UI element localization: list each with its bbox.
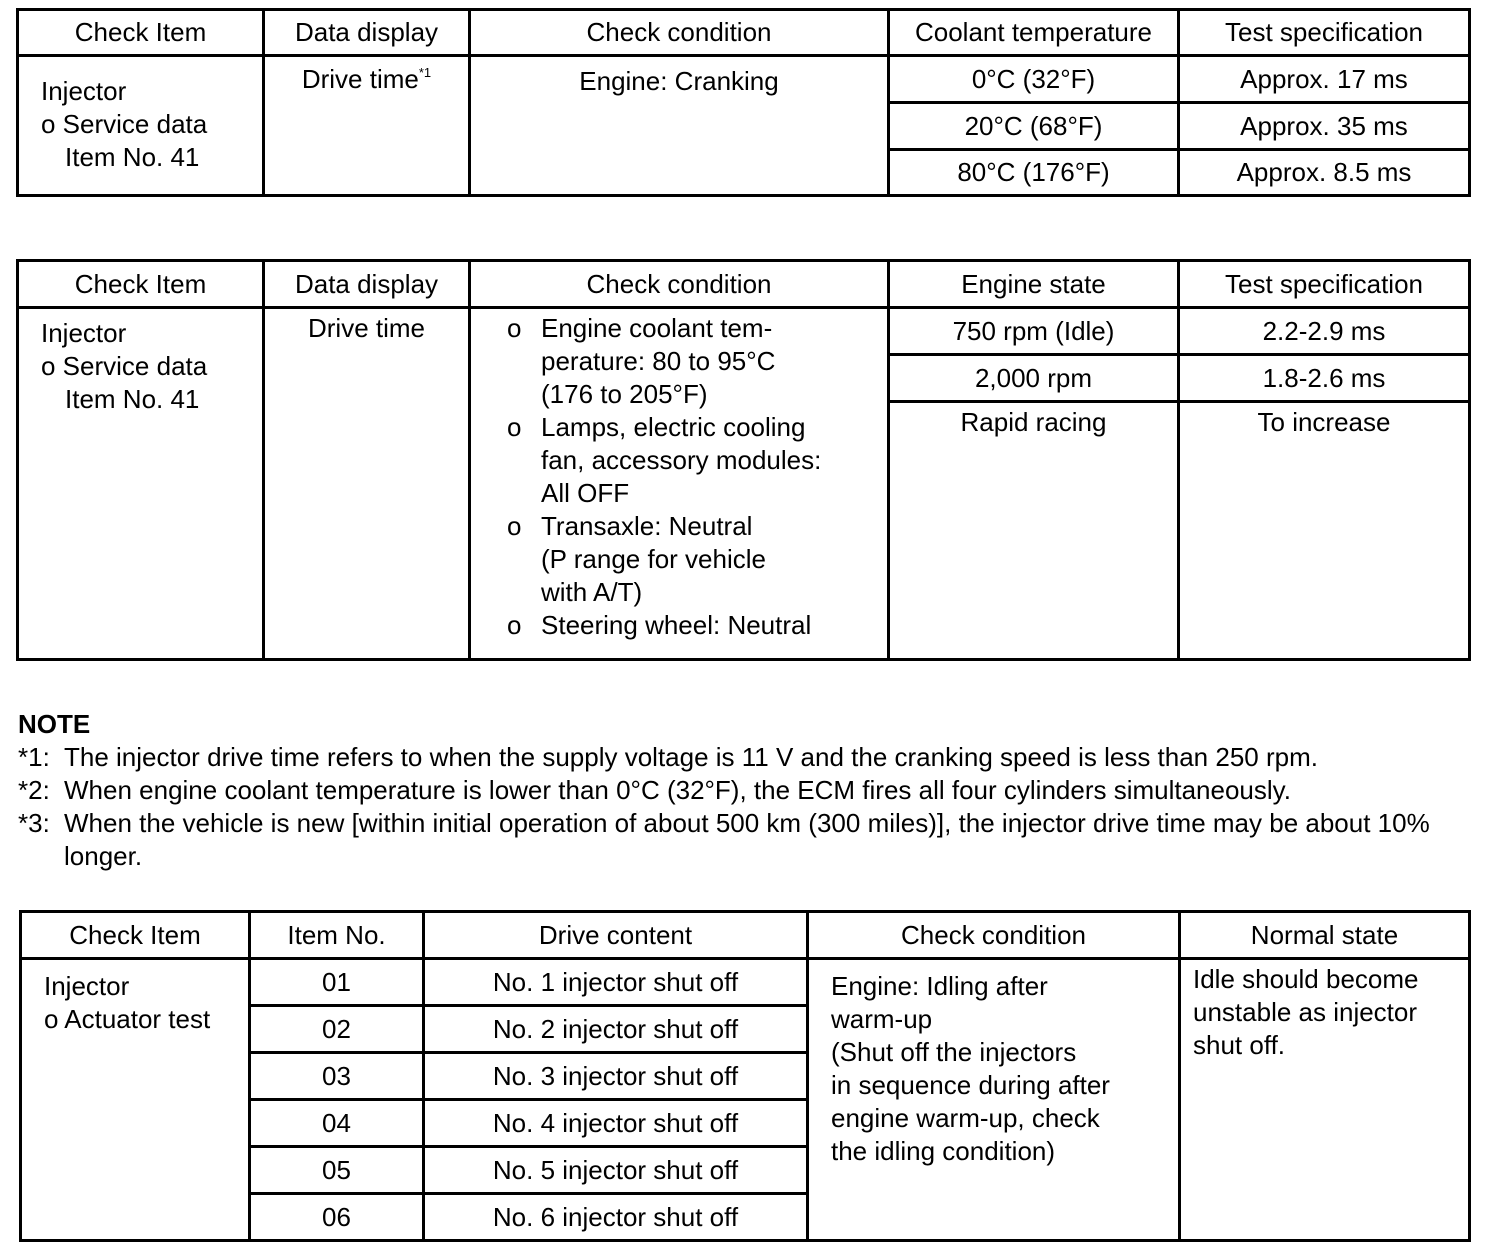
note-text: The injector drive time refers to when the supply voltage is 11 V and the cranking speed is less than 250 rpm. (64, 742, 1318, 772)
check-item-line: o Actuator test (44, 1004, 211, 1034)
table-header-row (21, 912, 1470, 959)
condition-item (507, 411, 887, 510)
normal-state-line: shut off. (1193, 1030, 1286, 1060)
condition-line: o Lamps, electric cooling (541, 412, 806, 442)
table-header-row (18, 10, 1470, 56)
engine-state-cell: 2,000 rpm (889, 355, 1179, 402)
test-spec-cell: 2.2-2.9 ms (1179, 308, 1470, 355)
drive-content-cell: No. 5 injector shut off (424, 1147, 808, 1194)
test-spec-cell: Approx. 35 ms (1179, 103, 1470, 150)
item-no-cell: 03 (250, 1053, 424, 1100)
drive-content-cell: No. 6 injector shut off (424, 1194, 808, 1241)
item-no-cell: 02 (250, 1006, 424, 1053)
table-row (21, 959, 1470, 1006)
header-check-condition: Check condition (470, 261, 889, 308)
note-item (18, 774, 1478, 807)
check-condition-cell: Engine: Cranking (470, 56, 889, 196)
header-check-condition: Check condition (808, 912, 1180, 959)
item-no-cell: 01 (250, 959, 424, 1006)
note-mark: *3: (18, 808, 50, 838)
note-text: When engine coolant temperature is lower than 0°C (32°F), the ECM fires all four cylinders simultaneously. (64, 775, 1291, 805)
injector-cranking-table (16, 8, 1471, 197)
condition-line: fan, accessory modules: (541, 445, 822, 475)
note-text: When the vehicle is new [within initial operation of about 500 km (300 miles)], the injector drive time may be about 10% longer. (64, 808, 1430, 871)
note-section (18, 708, 1478, 873)
condition-line: warm-up (831, 1004, 933, 1034)
check-item-line: o Service data (41, 109, 208, 139)
normal-state-line: Idle should become (1193, 964, 1419, 994)
test-spec-cell: Approx. 17 ms (1179, 56, 1470, 103)
note-mark: *1: (18, 742, 50, 772)
header-check-item: Check Item (18, 10, 264, 56)
header-test-specification: Test specification (1179, 261, 1470, 308)
actuator-test-table (19, 910, 1471, 1242)
engine-state-cell: 750 rpm (Idle) (889, 308, 1179, 355)
footnote-mark: *1 (418, 65, 432, 80)
coolant-temp-cell: 20°C (68°F) (889, 103, 1179, 150)
drive-content-cell: No. 1 injector shut off (424, 959, 808, 1006)
note-item (18, 741, 1478, 774)
header-engine-state: Engine state (889, 261, 1179, 308)
table-row (18, 56, 1470, 103)
condition-line: with A/T) (541, 577, 643, 607)
drive-content-cell: No. 2 injector shut off (424, 1006, 808, 1053)
check-condition-cell (808, 959, 1180, 1241)
condition-line: engine warm-up, check (831, 1103, 1100, 1133)
check-item-cell (21, 959, 250, 1241)
header-coolant-temperature: Coolant temperature (889, 10, 1179, 56)
condition-line: (176 to 205°F) (541, 379, 708, 409)
item-no-cell: 06 (250, 1194, 424, 1241)
check-item-line: Item No. 41 (65, 384, 200, 414)
condition-line: Engine: Idling after (831, 971, 1048, 1001)
header-check-condition: Check condition (470, 10, 889, 56)
condition-line: All OFF (541, 478, 630, 508)
header-item-no: Item No. (250, 912, 424, 959)
check-condition-cell (470, 308, 889, 660)
check-item-cell (18, 56, 264, 196)
data-display-value: Drive time (301, 64, 419, 94)
condition-line: (P range for vehicle (541, 544, 766, 574)
header-data-display: Data display (264, 10, 470, 56)
condition-line: o Steering wheel: Neutral (541, 610, 812, 640)
header-check-item: Check Item (18, 261, 264, 308)
header-check-item: Check Item (21, 912, 250, 959)
condition-item (507, 312, 887, 411)
condition-item (507, 510, 887, 609)
condition-item (507, 609, 887, 642)
item-no-cell: 04 (250, 1100, 424, 1147)
check-item-line: o Service data (41, 351, 208, 381)
condition-line: (Shut off the injectors (831, 1037, 1077, 1067)
table-row (18, 308, 1470, 355)
coolant-temp-cell: 80°C (176°F) (889, 150, 1179, 196)
note-mark: *2: (18, 775, 50, 805)
header-normal-state: Normal state (1180, 912, 1470, 959)
data-display-cell (264, 56, 470, 196)
engine-state-cell: Rapid racing (889, 402, 1179, 660)
test-spec-cell: To increase (1179, 402, 1470, 660)
note-title: NOTE (18, 709, 91, 739)
test-spec-cell: 1.8-2.6 ms (1179, 355, 1470, 402)
header-test-specification: Test specification (1179, 10, 1470, 56)
drive-content-cell: No. 3 injector shut off (424, 1053, 808, 1100)
condition-line: the idling condition) (831, 1136, 1056, 1166)
check-item-cell (18, 308, 264, 660)
drive-content-cell: No. 4 injector shut off (424, 1100, 808, 1147)
normal-state-line: unstable as injector (1193, 997, 1418, 1027)
test-spec-cell: Approx. 8.5 ms (1179, 150, 1470, 196)
condition-list (471, 312, 887, 642)
normal-state-cell (1180, 959, 1470, 1241)
condition-line: o Transaxle: Neutral (541, 511, 753, 541)
injector-drive-time-table (16, 259, 1471, 661)
check-item-line: Injector (41, 318, 127, 348)
data-display-cell: Drive time (264, 308, 470, 660)
condition-line: in sequence during after (831, 1070, 1110, 1100)
header-data-display: Data display (264, 261, 470, 308)
check-item-line: Item No. 41 (65, 142, 200, 172)
coolant-temp-cell: 0°C (32°F) (889, 56, 1179, 103)
check-item-line: Injector (41, 76, 127, 106)
table-header-row (18, 261, 1470, 308)
note-item (18, 807, 1478, 873)
header-drive-content: Drive content (424, 912, 808, 959)
condition-line: o Engine coolant tem- (541, 313, 773, 343)
check-item-line: Injector (44, 971, 130, 1001)
condition-line: perature: 80 to 95°C (541, 346, 776, 376)
item-no-cell: 05 (250, 1147, 424, 1194)
